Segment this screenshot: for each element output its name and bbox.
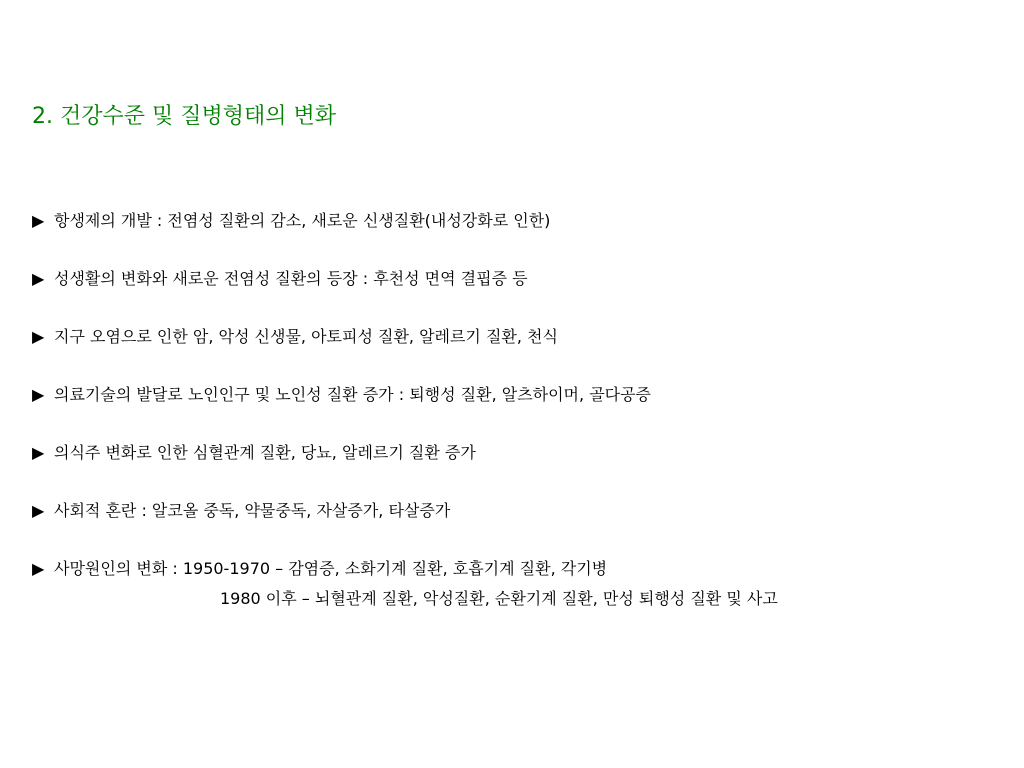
bullet-text: 지구 오염으로 인한 암, 악성 신생물, 아토피성 질환, 알레르기 질환, 천식 (54, 327, 558, 346)
bullet-text: 사망원인의 변화 : 1950-1970 – 감염증, 소화기계 질환, 호흡기계 질환, 각기병 (54, 559, 608, 578)
bullet-text: 항생제의 개발 : 전염성 질환의 감소, 새로운 신생질환(내성강화로 인한) (54, 211, 551, 230)
bullet-text: 사회적 혼란 : 알코올 중독, 약물중독, 자살증가, 타살증가 (54, 501, 451, 520)
bullet-list (32, 206, 1012, 642)
bullet-text: 성생활의 변화와 새로운 전염성 질환의 등장 : 후천성 면역 결핍증 등 (54, 269, 528, 288)
bullet-marker-icon: ▶ (32, 501, 45, 520)
bullet-marker-icon: ▶ (32, 327, 45, 346)
slide-title: 2. 건강수준 및 질병형태의 변화 (32, 104, 336, 129)
bullet-marker-icon: ▶ (32, 269, 45, 288)
bullet-marker-icon: ▶ (32, 443, 45, 462)
bullet-item (32, 206, 1012, 236)
bullet-marker-icon: ▶ (32, 385, 45, 404)
bullet-item (32, 322, 1012, 352)
bullet-item (32, 380, 1012, 410)
bullet-continuation-text: 1980 이후 – 뇌혈관계 질환, 악성질환, 순환기계 질환, 만성 퇴행성 질환 및 사고 (220, 589, 778, 608)
bullet-text: 의료기술의 발달로 노인인구 및 노인성 질환 증가 : 퇴행성 질환, 알츠하이머, 골다공증 (54, 385, 652, 404)
bullet-marker-icon: ▶ (32, 211, 45, 230)
bullet-item (32, 554, 1012, 614)
bullet-item (32, 264, 1012, 294)
bullet-item (32, 496, 1012, 526)
bullet-text: 의식주 변화로 인한 심혈관계 질환, 당뇨, 알레르기 질환 증가 (54, 443, 476, 462)
bullet-item (32, 438, 1012, 468)
bullet-marker-icon: ▶ (32, 559, 45, 578)
